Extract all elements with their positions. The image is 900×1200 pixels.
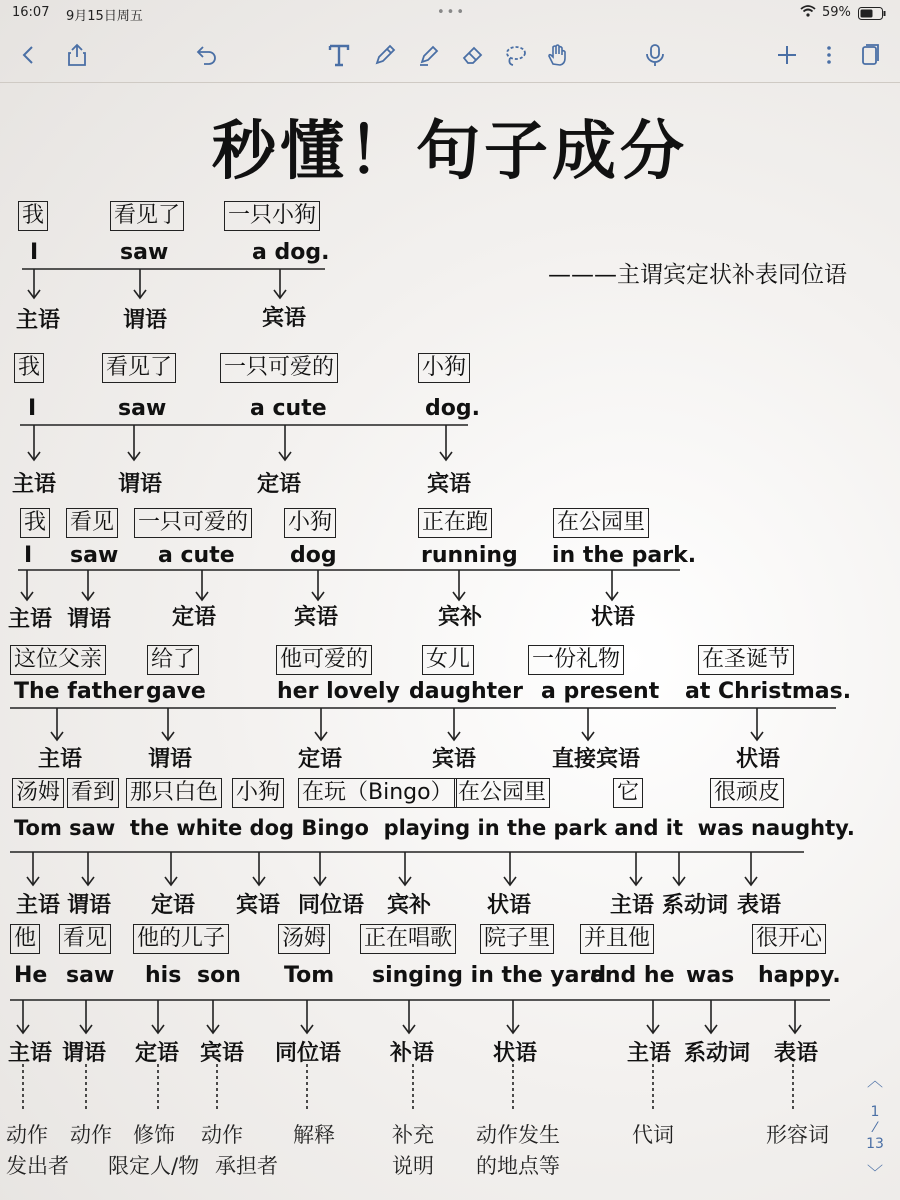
s3-label-5: 状语 (591, 605, 636, 630)
expl-pronoun: 代词 (632, 1123, 674, 1147)
s2-word-1: saw (118, 396, 167, 421)
s3-box-5: 在公园里 (553, 508, 649, 538)
battery-percent: 59% (822, 5, 851, 20)
expl-attributive-2: 限定人/物 (108, 1154, 200, 1178)
s6-word-7: was (686, 963, 735, 988)
s3-box-4: 正在跑 (418, 508, 492, 538)
s4-box-5: 在圣诞节 (698, 645, 794, 675)
s3-box-0: 我 (20, 508, 50, 538)
s1-word-0: I (30, 240, 39, 265)
s4-box-2: 他可爱的 (276, 645, 372, 675)
s4-label-2: 定语 (298, 747, 343, 772)
s3-label-1: 谓语 (67, 607, 112, 632)
s6-word-1: saw (66, 963, 115, 988)
s1-word-1: saw (120, 240, 169, 265)
s6-label-8: 系动词 (684, 1041, 751, 1066)
s2-word-3: dog. (425, 396, 480, 421)
s6-label-6: 状语 (493, 1041, 538, 1066)
s6-label-5: 补语 (390, 1041, 435, 1066)
s5-sentence: Tom saw the white dog Bingo playing in the park and it was naughty. (14, 816, 855, 840)
s6-label-3: 宾语 (200, 1041, 245, 1066)
s4-box-0: 这位父亲 (10, 645, 106, 675)
s5-label-5: 宾补 (387, 893, 432, 918)
s6-box-5: 院子里 (480, 924, 554, 954)
s6-box-4: 正在唱歌 (360, 924, 456, 954)
s2-box-2: 一只可爱的 (220, 353, 338, 383)
s4-word-4: a present (541, 679, 660, 704)
s5-box-4: 在玩（Bingo） (298, 778, 457, 808)
s3-word-1: saw (70, 543, 119, 568)
tagline: ———主谓宾定状补表同位语 (548, 262, 847, 288)
expl-attributive: 修饰 (133, 1123, 175, 1147)
s5-box-3: 小狗 (232, 778, 284, 808)
s6-label-2: 定语 (135, 1041, 180, 1066)
s4-word-3: daughter (409, 679, 523, 704)
s5-label-1: 谓语 (67, 893, 112, 918)
expl-object-2: 承担者 (215, 1154, 278, 1178)
s1-box-1: 看见了 (110, 201, 184, 231)
s4-label-0: 主语 (38, 747, 83, 772)
s3-word-0: I (24, 543, 33, 568)
multitask-dots-icon[interactable]: ••• (437, 5, 467, 20)
s5-label-8: 系动词 (662, 893, 729, 918)
s6-box-0: 他 (10, 924, 40, 954)
s5-label-2: 定语 (151, 893, 196, 918)
s6-word-8: happy. (758, 963, 841, 988)
s6-label-7: 主语 (627, 1041, 672, 1066)
s5-box-6: 它 (613, 778, 643, 808)
s1-word-2: a dog. (252, 240, 330, 265)
expl-complement: 补充 说明 (392, 1123, 434, 1178)
s6-label-9: 表语 (774, 1041, 819, 1066)
page-total: 13 (866, 1136, 884, 1152)
s5-label-0: 主语 (16, 893, 61, 918)
page-indicator[interactable] (858, 1072, 892, 1183)
s5-label-6: 状语 (487, 893, 532, 918)
s3-word-2: a cute (158, 543, 235, 568)
s6-word-0: He (14, 963, 48, 988)
s2-box-0: 我 (14, 353, 44, 383)
chevron-down-icon[interactable]: ﹀ (866, 1163, 883, 1182)
s6-box-7: 很开心 (752, 924, 826, 954)
s4-label-5: 状语 (736, 747, 781, 772)
s6-box-1: 看见 (59, 924, 111, 954)
s2-label-3: 宾语 (427, 472, 472, 497)
s4-box-4: 一份礼物 (528, 645, 624, 675)
s5-label-3: 宾语 (236, 893, 281, 918)
s2-label-0: 主语 (12, 472, 57, 497)
s1-label-1: 谓语 (123, 308, 168, 333)
s1-label-0: 主语 (16, 308, 61, 333)
page-current: 1 (870, 1104, 880, 1120)
expl-appositive: 解释 (293, 1123, 335, 1147)
s5-box-0: 汤姆 (12, 778, 64, 808)
s6-box-2: 他的儿子 (133, 924, 229, 954)
s4-word-1: gave (146, 679, 206, 704)
s3-box-1: 看见 (66, 508, 118, 538)
s1-box-2: 一只小狗 (224, 201, 320, 231)
chevron-up-icon[interactable]: ︿ (866, 1071, 883, 1090)
s5-box-1: 看到 (67, 778, 119, 808)
s5-box-5: 在公园里 (454, 778, 550, 808)
s1-label-2: 宾语 (262, 306, 307, 331)
s6-box-3: 汤姆 (278, 924, 330, 954)
s6-box-6: 并且他 (580, 924, 654, 954)
s5-box-2: 那只白色 (126, 778, 222, 808)
s6-word-5: singing in the yard (372, 963, 607, 988)
s3-label-4: 宾补 (438, 605, 483, 630)
s5-label-4: 同位语 (298, 893, 365, 918)
s2-box-1: 看见了 (102, 353, 176, 383)
expl-adverbial: 动作发生 的地点等 (476, 1123, 560, 1178)
s4-label-4: 直接宾语 (552, 747, 641, 772)
s4-word-0: The father (14, 679, 144, 704)
s4-word-2: her lovely (277, 679, 400, 704)
s5-label-7: 主语 (610, 893, 655, 918)
s6-label-1: 谓语 (62, 1041, 107, 1066)
s3-word-5: in the park. (552, 543, 697, 568)
expl-verb: 动作 (70, 1123, 112, 1147)
s3-word-4: running (421, 543, 518, 568)
s5-label-9: 表语 (737, 893, 782, 918)
s4-box-1: 给了 (147, 645, 199, 675)
s3-word-3: dog (290, 543, 337, 568)
s2-word-0: I (28, 396, 37, 421)
s3-label-0: 主语 (8, 607, 53, 632)
s6-label-4: 同位语 (275, 1041, 342, 1066)
s3-label-2: 定语 (172, 605, 217, 630)
s3-box-3: 小狗 (284, 508, 336, 538)
s4-word-5: at Christmas. (685, 679, 852, 704)
s3-box-2: 一只可爱的 (134, 508, 252, 538)
s3-label-3: 宾语 (294, 605, 339, 630)
expl-object: 动作 (201, 1123, 243, 1147)
s4-label-1: 谓语 (148, 747, 193, 772)
s6-word-4: Tom (284, 963, 335, 988)
s6-word-3: son (197, 963, 241, 988)
status-date: 9月15日周五 (66, 9, 143, 24)
page-slash: ⁄ (873, 1120, 877, 1136)
s4-box-3: 女儿 (422, 645, 474, 675)
s4-label-3: 宾语 (432, 747, 477, 772)
status-time: 16:07 (12, 5, 50, 20)
s1-box-0: 我 (18, 201, 48, 231)
s6-label-0: 主语 (8, 1041, 53, 1066)
s6-word-6: and he (590, 963, 675, 988)
s5-box-7: 很顽皮 (710, 778, 784, 808)
s2-box-3: 小狗 (418, 353, 470, 383)
s6-word-2: his (145, 963, 182, 988)
expl-adjective: 形容词 (766, 1123, 829, 1147)
s2-word-2: a cute (250, 396, 327, 421)
expl-subject: 动作 发出者 (6, 1123, 69, 1178)
s2-label-1: 谓语 (118, 472, 163, 497)
page-title: 秒懂！句子成分 (212, 115, 688, 189)
s2-label-2: 定语 (257, 472, 302, 497)
